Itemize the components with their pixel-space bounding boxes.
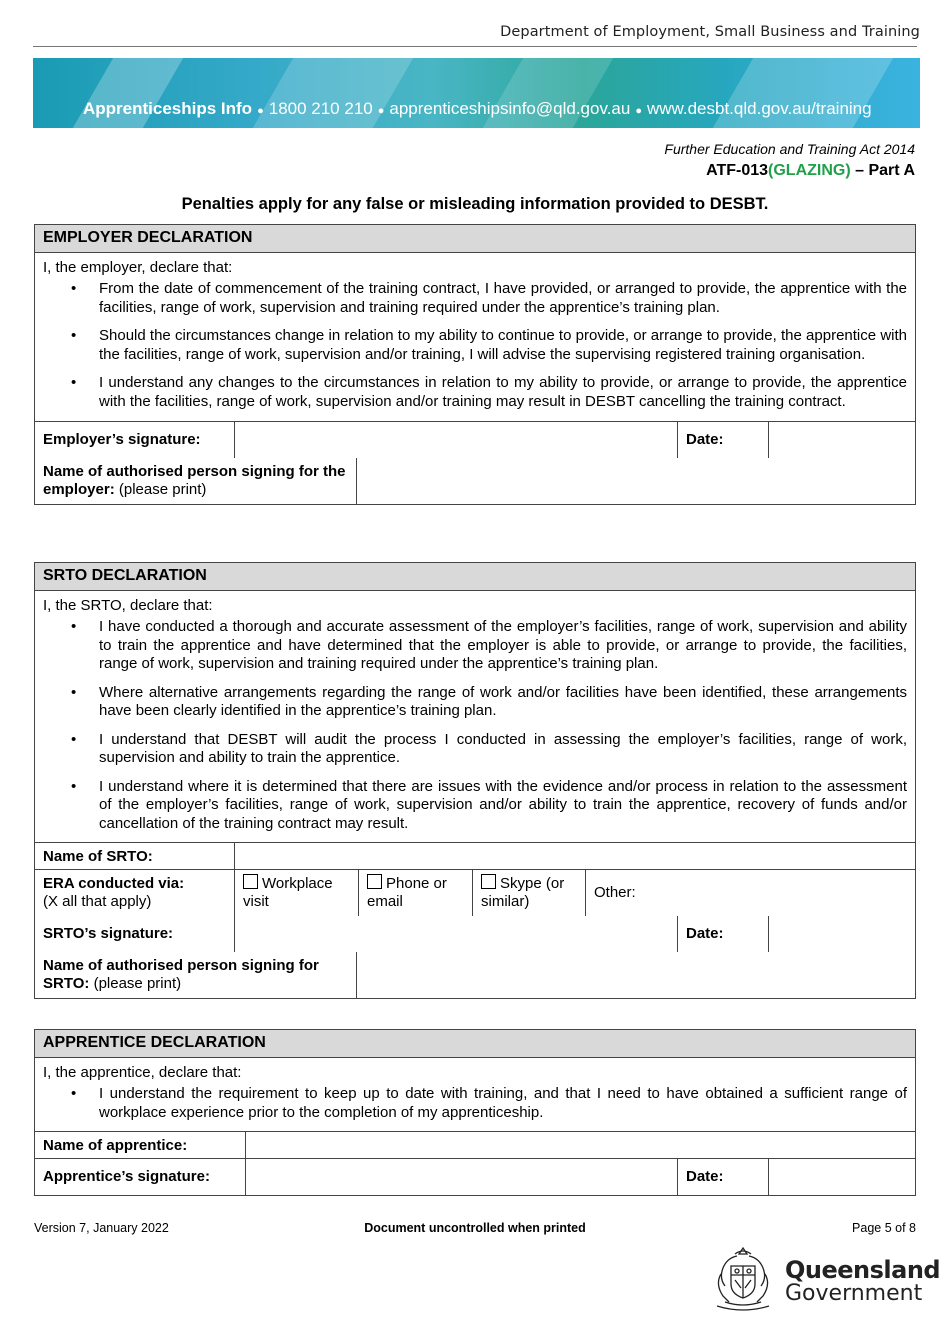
employer-date-label: Date: [678,422,769,458]
srto-signature-table [35,916,915,952]
era-option-phone-email[interactable]: Phone or email [359,870,473,916]
srto-date-label: Date: [678,916,769,952]
logo-text [785,1258,940,1306]
employer-declaration-section [34,224,916,505]
era-option-workplace-visit[interactable]: Workplace visit [235,870,359,916]
footer-uncontrolled-note: Document uncontrolled when printed [364,1221,586,1235]
apprentice-declaration-section [34,1029,916,1196]
form-code: ATF-013(GLAZING) – Part A [706,162,915,179]
employer-signature-field[interactable] [235,422,678,458]
srto-signature-field[interactable] [235,916,678,952]
apprentice-declaration-list [35,1085,915,1128]
apprentice-date-label: Date: [678,1159,769,1195]
era-option-other[interactable]: Other: [586,870,916,916]
employer-declaration-list [35,280,915,417]
employer-date-field[interactable] [769,422,916,458]
penalties-notice: Penalties apply for any false or misleading information provided to DESBT. [181,195,769,213]
apprentice-date-field[interactable] [769,1159,916,1195]
list-item: • Should the circumstances change in relation to my ability to continue to provide, or arrange to provide, the apprentice with the facilities, range of work, supervision and/or training, I will advise the supervising registered training organisation. [99,327,907,364]
queensland-government-logo [707,1244,941,1316]
coat-of-arms-icon [707,1244,779,1316]
employer-authorised-name-field[interactable] [357,458,916,504]
banner-contact-line: Apprenticeships Info ● 1800 210 210 ● apprenticeshipsinfo@qld.gov.au ● www.desbt.qld.gov.au/training [83,99,872,118]
employer-signature-table [35,421,915,458]
srto-name-field[interactable] [235,843,916,870]
srto-declaration-heading: SRTO DECLARATION [35,563,915,591]
employer-intro: I, the employer, declare that: [43,259,233,276]
banner-phone[interactable]: 1800 210 210 [268,99,373,118]
srto-declaration-list [35,618,915,839]
srto-details-table [35,842,915,916]
apprentice-signature-label: Apprentice’s signature: [35,1159,246,1195]
banner-website[interactable]: www.desbt.qld.gov.au/training [646,99,872,118]
srto-date-field[interactable] [769,916,916,952]
logo-government: Government [785,1281,923,1306]
employer-declaration-heading: EMPLOYER DECLARATION [35,225,915,253]
employer-signature-label: Employer’s signature: [35,422,235,458]
apprentice-intro: I, the apprentice, declare that: [43,1064,242,1081]
checkbox[interactable] [243,874,258,889]
era-conducted-label: ERA conducted via: (X all that apply) [35,870,235,916]
footer-page-number: Page 5 of 8 [852,1221,916,1235]
apprentice-name-field[interactable] [246,1132,916,1159]
logo-queensland: Queensland [785,1256,941,1284]
employer-authorised-name-label: Name of authorised person signing for the employer: (please print) [35,458,357,504]
list-item: • I understand that DESBT will audit the process I conducted in assessing the employer’s facilities, range of work, supervision and ability to train the apprentice. [99,731,907,768]
srto-name-table [35,952,915,998]
employer-name-table [35,458,915,504]
era-option-skype[interactable]: Skype (or similar) [473,870,586,916]
list-item: • I understand the requirement to keep up to date with training, and that I need to have obtained a sufficient range of workplace experience prior to the completion of my apprenticeship. [99,1085,907,1122]
act-reference: Further Education and Training Act 2014 [664,141,915,157]
srto-authorised-name-label: Name of authorised person signing for SRTO: (please print) [35,952,357,998]
srto-authorised-name-field[interactable] [357,952,916,998]
list-item: • I understand where it is determined that there are issues with the evidence and/or process in relation to the assessment of the employer’s facilities, range of work, supervision and/or ability to train the apprentice, recovery of funds and/or cancellation of the training contract may result. [99,778,907,834]
apprentice-signature-field[interactable] [246,1159,678,1195]
srto-declaration-section [34,562,916,999]
apprentice-declaration-heading: APPRENTICE DECLARATION [35,1030,915,1058]
checkbox[interactable] [367,874,382,889]
list-item: • Where alternative arrangements regarding the range of work and/or facilities have been identified, these arrangements have been clearly identified in the apprentice’s training plan. [99,684,907,721]
contact-banner [33,58,920,128]
banner-service: Apprenticeships Info [83,99,253,118]
list-item: • I have conducted a thorough and accurate assessment of the employer’s facilities, range of work, supervision and ability to train the apprentice and have determined that the employer is able to provide, or arrange to provide, the facilities, range of work, supervision and training required under the apprentice’s training plan. [99,618,907,674]
checkbox[interactable] [481,874,496,889]
form-variant: (GLAZING) [768,162,851,179]
footer-version: Version 7, January 2022 [34,1221,169,1235]
srto-name-label: Name of SRTO: [35,843,235,870]
department-name: Department of Employment, Small Business and Training [500,24,920,40]
list-item: • I understand any changes to the circumstances in relation to my ability to provide, or arrange to provide, the apprentice with the facilities, range of work, supervision and/or training may result in DESBT cancelling the training contract. [99,374,907,411]
srto-signature-label: SRTO’s signature: [35,916,235,952]
apprentice-name-label: Name of apprentice: [35,1132,246,1159]
apprentice-details-table [35,1131,915,1195]
srto-intro: I, the SRTO, declare that: [43,597,213,614]
banner-email[interactable]: apprenticeshipsinfo@qld.gov.au [389,99,631,118]
header-divider [33,46,917,47]
list-item: • From the date of commencement of the training contract, I have provided, or arranged to provide, the apprentice with the facilities, range of work, supervision and training required under the apprentice’s training plan. [99,280,907,317]
